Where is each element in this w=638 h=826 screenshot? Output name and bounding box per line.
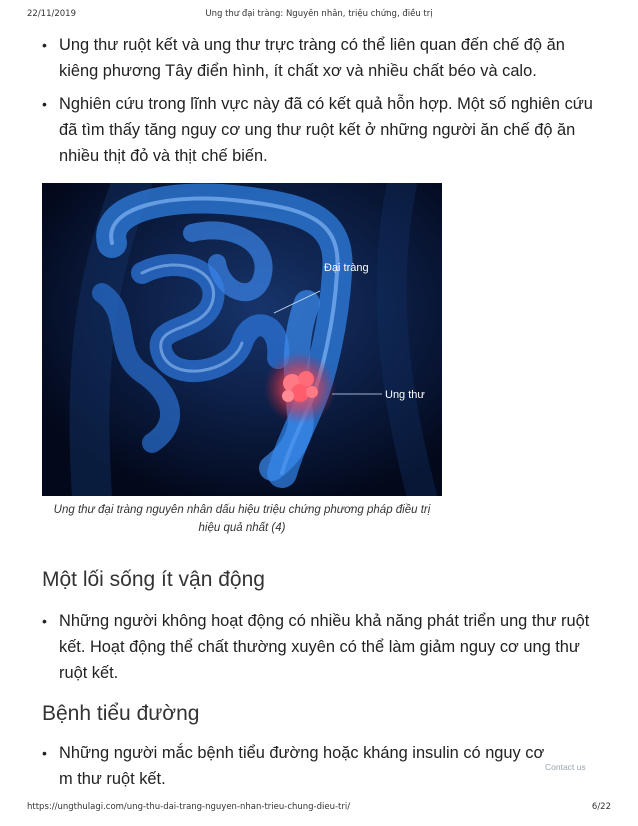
sedentary-bullet-list [40,608,600,686]
section-heading: Bệnh tiểu đường [42,702,200,725]
contact-us-link[interactable]: Contact us [545,762,586,772]
intestine-drawing [42,183,442,496]
page-number: 6/22 [591,802,611,812]
diabetes-bullet-list [40,740,560,792]
list-item: • Ung thư ruột kết và ung thư trực tràng có thể liên quan đến chế độ ăn kiêng phương Tây điển hình, ít chất xơ và nhiều chất béo và calo. [40,32,600,84]
tumor-highlight [264,352,336,424]
colon-cancer-illustration [42,183,442,496]
intro-bullet-list [40,32,600,169]
section-heading: Một lối sống ít vận động [42,568,265,591]
label-colon: Đại tràng [324,262,369,274]
figure-caption: Ung thư đại tràng nguyên nhân dấu hiệu triệu chứng phương pháp điều trị hiệu quả nhất (4) [53,504,431,534]
label-cancer: Ung thư [385,389,425,401]
list-item: • Những người mắc bệnh tiểu đường hoặc kháng insulin có nguy cơ m thư ruột kết. [40,740,560,792]
list-item: • Những người không hoạt động có nhiều khả năng phát triển ung thư ruột kết. Hoạt động thể chất thường xuyên có thể làm giảm nguy cơ ung thư ruột kết. [40,608,600,686]
list-item: • Nghiên cứu trong lĩnh vực này đã có kết quả hỗn hợp. Một số nghiên cứu đã tìm thấy tăng nguy cơ ung thư ruột kết ở những người ăn chế độ ăn nhiều thịt đỏ và thịt chế biến. [40,91,600,169]
page-url[interactable]: https://ungthulagi.com/ung-thu-dai-trang-nguyen-nhan-trieu-chung-dieu-tri/ [27,802,351,812]
document-title: Ung thư đại tràng: Nguyên nhân, triệu chứng, điều trị [205,9,433,19]
print-date: 22/11/2019 [27,9,76,19]
